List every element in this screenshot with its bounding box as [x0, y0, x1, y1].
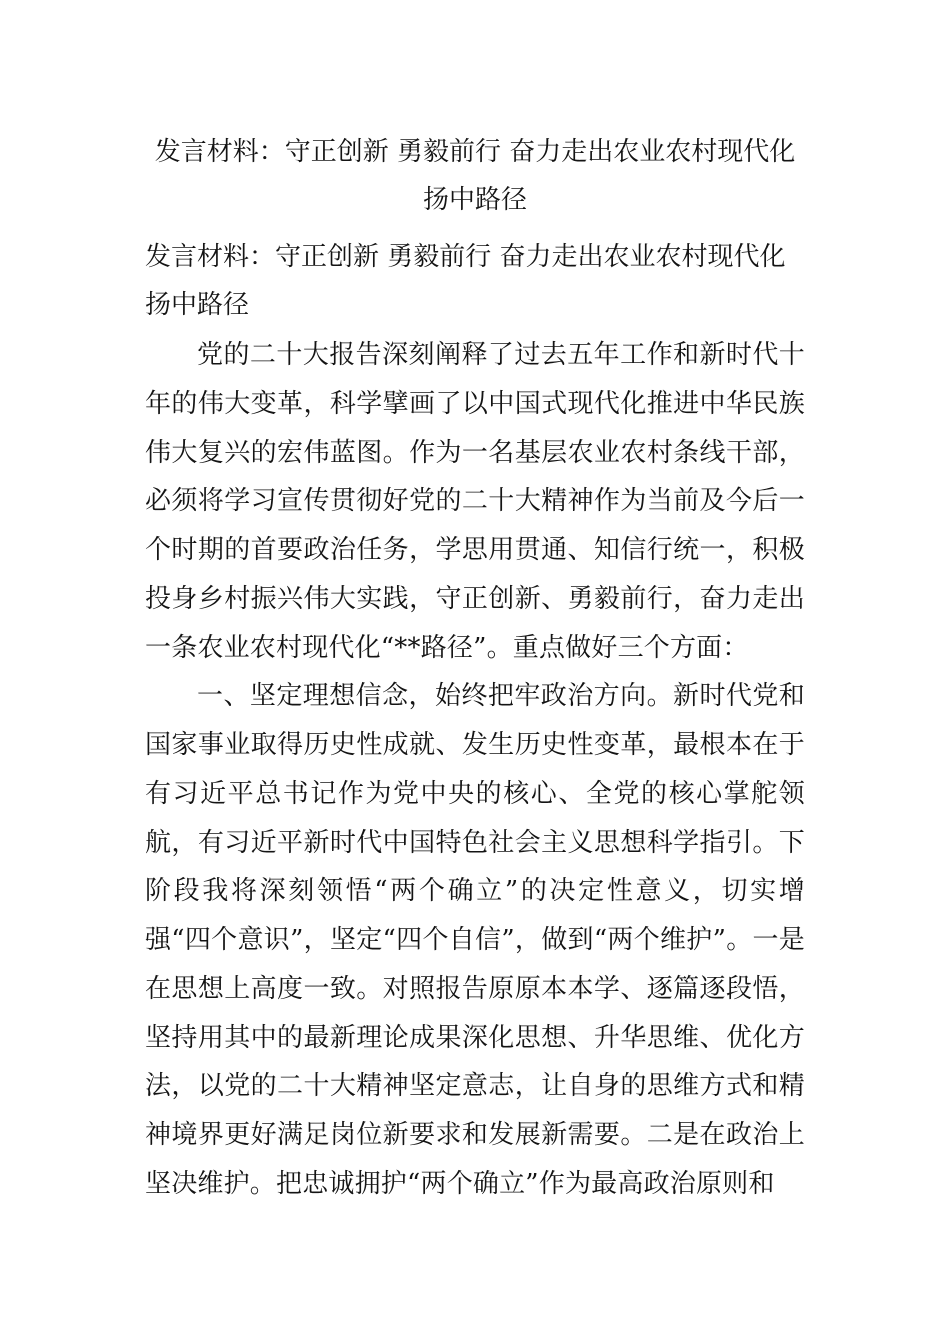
document-subtitle: 发言材料：守正创新 勇毅前行 奋力走出农业农村现代化扬中路径: [145, 242, 786, 320]
paragraph-section-one: 一、坚定理想信念，始终把牢政治方向。新时代党和国家事业取得历史性成就、发生历史性变革，最根本在于有习近平总书记作为党中央的核心、全党的核心掌舵领航，有习近平新时代中国特色社会主义思想科学指引。下阶段我将深刻领悟“两个确立”的决定性意义，切实增强“四个意识”，坚定“四个自信”，做到“两个维护”。一是在思想上高度一致。对照报告原原本本学、逐篇逐段悟，坚持用其中的最新理论成果深化思想、升华思维、优化方法，以党的二十大精神坚定意志，让自身的思维方式和精神境界更好满足岗位新要求和发展新需要。二是在政治上坚决维护。把忠诚拥护“两个确立”作为最高政治原则和: [145, 681, 805, 1199]
document-body: [145, 331, 805, 1209]
document-title: 发言材料：守正创新 勇毅前行 奋力走出农业农村现代化扬中路径: [154, 137, 796, 215]
paragraph-intro: 党的二十大报告深刻阐释了过去五年工作和新时代十年的伟大变革，科学擘画了以中国式现代化推进中华民族伟大复兴的宏伟蓝图。作为一名基层农业农村条线干部，必须将学习宣传贯彻好党的二十大精神作为当前及今后一个时期的首要政治任务，学思用贯通、知信行统一，积极投身乡村振兴伟大实践，守正创新、勇毅前行，奋力走出一条农业农村现代化“**路径”。重点做好三个方面：: [145, 340, 805, 663]
